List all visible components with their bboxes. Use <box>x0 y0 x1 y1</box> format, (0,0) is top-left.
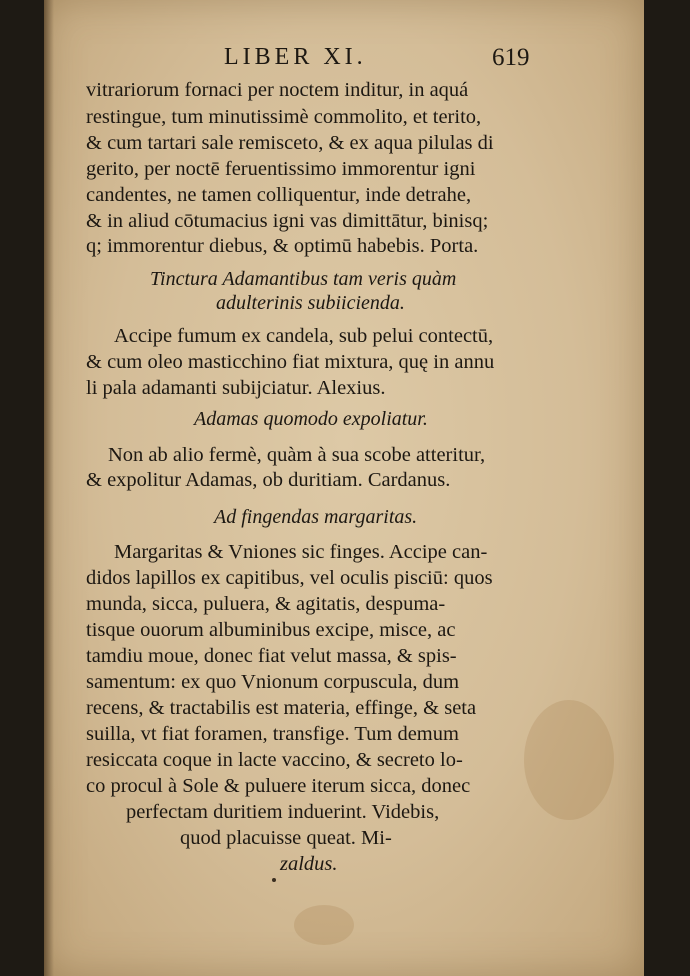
text-line: vitrariorum fornaci per noctem inditur, in aquá <box>86 79 469 101</box>
text-line: perfectam duritiem induerint. Videbis, <box>126 801 440 823</box>
text-line: gerito, per noctē feruentissimo immorentur igni <box>86 158 476 180</box>
text-line: zaldus. <box>280 853 338 875</box>
text-line: q; immorentur diebus, & optimū habebis. Porta. <box>86 235 479 257</box>
text-line: restingue, tum minutissimè commolito, et terito, <box>86 106 482 128</box>
text-line: & in aliud cōtumacius igni vas dimittātur, binisq; <box>86 210 489 232</box>
book-page <box>44 0 644 976</box>
section-heading: Tinctura Adamantibus tam veris quàm <box>150 268 457 290</box>
ink-speck <box>272 878 276 882</box>
text-line: didos lapillos ex capitibus, vel oculis pisciū: quos <box>86 567 493 589</box>
text-line: munda, sicca, puluera, & agitatis, despuma- <box>86 593 446 615</box>
text-line: candentes, ne tamen colliquentur, inde detrahe, <box>86 184 472 206</box>
running-title: LIBER XI. <box>224 44 367 70</box>
text-line: co procul à Sole & puluere iterum sicca, donec <box>86 775 471 797</box>
text-line: recens, & tractabilis est materia, effinge, & seta <box>86 697 477 719</box>
text-line: & cum tartari sale remisceto, & ex aqua pilulas di <box>86 132 494 154</box>
text-line: resiccata coque in lacte vaccino, & secreto lo- <box>86 749 463 771</box>
text-line: li pala adamanti subijciatur. Alexius. <box>86 377 386 399</box>
text-line: Margaritas & Vniones sic finges. Accipe can- <box>114 541 488 563</box>
text-line: tamdiu moue, donec fiat velut massa, & spis- <box>86 645 457 667</box>
text-line: suilla, vt fiat foramen, transfige. Tum demum <box>86 723 459 745</box>
section-heading: adulterinis subiicienda. <box>216 292 405 314</box>
running-head <box>44 44 644 74</box>
page-number: 619 <box>492 44 530 71</box>
text-line: Non ab alio fermè, quàm à sua scobe atteritur, <box>108 444 486 466</box>
text-line: quod placuisse queat. Mi- <box>180 827 392 849</box>
paper-stain <box>524 700 614 820</box>
text-line: samentum: ex quo Vnionum corpuscula, dum <box>86 671 460 693</box>
page-edge-shadow <box>44 0 54 976</box>
paper-stain <box>294 905 354 945</box>
section-heading: Ad fingendas margaritas. <box>214 506 418 528</box>
text-line: & cum oleo masticchino fiat mixtura, quę in annu <box>86 351 495 373</box>
text-line: tisque ouorum albuminibus excipe, misce, ac <box>86 619 456 641</box>
text-line: Accipe fumum ex candela, sub pelui contectū, <box>114 325 494 347</box>
text-line: & expolitur Adamas, ob duritiam. Cardanus. <box>86 469 451 491</box>
section-heading: Adamas quomodo expoliatur. <box>194 408 428 430</box>
